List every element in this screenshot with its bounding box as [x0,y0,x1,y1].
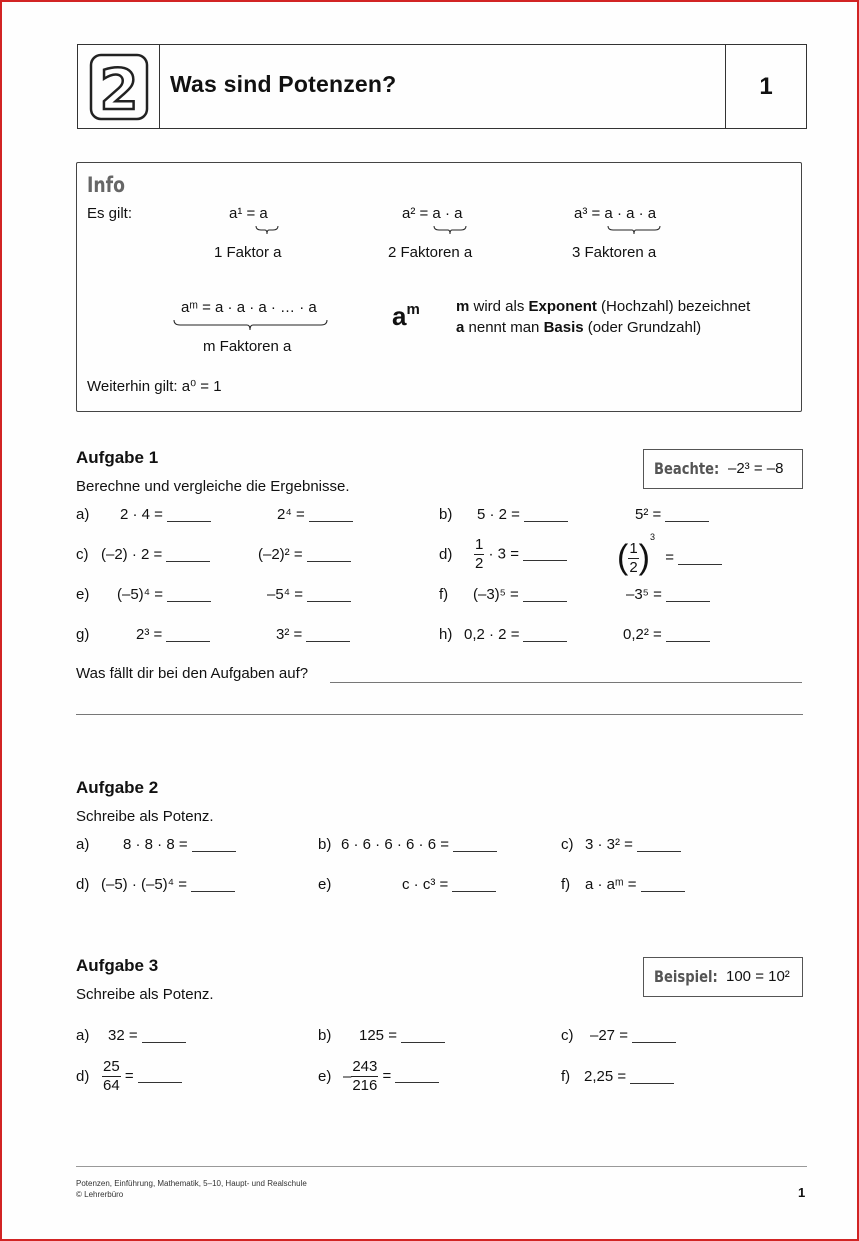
task-label: e) [76,586,90,603]
beachte-note [643,449,803,489]
task-label: e) [318,876,332,893]
answer-blank[interactable] [666,627,710,642]
basis-description [456,319,701,336]
task-expression [359,1027,445,1044]
expr-text: 2 · 4 = [120,506,163,523]
expr-text: 0,2² = [623,626,662,643]
task-label: f) [561,876,571,893]
expr-text: –5⁴ = [267,586,304,603]
task-label: a) [76,506,90,523]
desc-a: a [456,319,465,336]
expr-text: 2⁴ = [277,506,305,523]
formula-am: aᵐ = a · a · a · … · a [181,299,317,316]
answer-blank[interactable] [637,837,681,852]
task-expression [277,506,353,523]
task-expression [617,532,722,578]
fraction-denominator: 2 [629,558,638,576]
paren-left-icon: ( [617,538,629,577]
expr-text: 3 · 3² = [585,836,633,853]
footer-page-number: 1 [798,1185,806,1200]
brace-icon [433,225,467,235]
answer-blank[interactable] [192,837,236,852]
expr-text: = [124,1067,134,1085]
beachte-value: –2³ = –8 [728,460,784,477]
fraction-denominator: 64 [103,1077,120,1094]
task-expression [402,876,496,893]
task-expression [276,626,350,643]
formula-a3: a³ = a · a · a [574,205,657,222]
aufgabe2-instruction: Schreibe als Potenz. [76,808,214,825]
task-expression [341,836,497,853]
answer-blank[interactable] [307,587,351,602]
fraction-numerator: 243 [352,1058,378,1075]
expr-text: 5 · 2 = [477,506,520,523]
brace-icon [255,225,279,235]
footer-copyright: © Lehrerbüro [76,1190,124,1199]
fraction-numerator: 25 [103,1058,120,1075]
expr-text: (–2) · 2 = [101,546,163,563]
fraction [628,540,638,577]
desc-exponent: Exponent [528,298,597,315]
desc-text: wird als [469,298,529,315]
brace-icon [607,225,661,235]
answer-blank[interactable] [167,587,211,602]
task-label: g) [76,626,90,643]
task-expression [590,1027,676,1044]
answer-blank[interactable] [630,1069,674,1084]
task-label: d) [76,876,90,893]
exponent: 3 [650,532,656,542]
answer-blank[interactable] [678,550,722,565]
task-label: f) [439,586,449,603]
info-box [76,162,802,412]
answer-blank[interactable] [307,547,351,562]
beachte-label: Beachte: [654,459,720,478]
task-label: a) [76,1027,90,1044]
formula-a3-label: 3 Faktoren a [572,244,657,261]
task-expression [473,586,567,603]
task-expression [584,1068,674,1085]
task-expression [267,586,351,603]
expr-text: 5² = [635,506,662,523]
desc-basis: Basis [543,319,584,336]
page-number: 1 [725,45,806,128]
minus-sign: – [343,1068,352,1085]
task-expression [585,876,685,893]
answer-blank[interactable] [309,507,353,522]
answer-blank[interactable] [632,1028,676,1043]
expr-text: 2,25 = [584,1068,627,1085]
task-label: e) [318,1068,332,1085]
task-label: b) [439,506,453,523]
task-label: a) [76,836,90,853]
task-expression [136,626,210,643]
answer-line[interactable] [330,682,802,683]
aufgabe3-instruction: Schreibe als Potenz. [76,986,214,1003]
answer-line[interactable] [76,714,803,715]
task-label: d) [439,546,453,563]
answer-blank[interactable] [523,627,567,642]
footer-text [76,1178,307,1200]
es-gilt-label: Es gilt: [87,205,133,222]
answer-blank[interactable] [166,547,210,562]
expr-text: (–5) · (–5)⁴ = [101,876,188,893]
chapter-number: 2 [99,58,139,123]
footer-line: Potenzen, Einführung, Mathematik, 5–10, Haupt- und Realschule [76,1179,307,1188]
fraction [351,1058,378,1095]
task-label: b) [318,836,332,853]
expr-text: (–2)² = [258,546,303,563]
expr-text: = [665,549,674,566]
expr-text: 32 = [108,1027,138,1044]
answer-blank[interactable] [166,627,210,642]
formula-a1: a¹ = a [229,205,268,222]
expr-text: 2³ = [136,626,163,643]
task-label: f) [561,1068,571,1085]
expr-text: a · aᵐ = [585,876,637,893]
answer-blank[interactable] [191,877,235,892]
exponent-description [456,298,750,315]
task-expression [117,586,211,603]
answer-blank[interactable] [167,507,211,522]
task-expression [123,836,236,853]
task-label: d) [76,1068,90,1085]
fraction [102,1058,121,1095]
brace-icon [173,319,329,331]
task-label: c) [561,836,574,853]
answer-blank[interactable] [523,587,567,602]
expr-text: –3⁵ = [626,586,662,603]
aufgabe2-title: Aufgabe 2 [76,778,159,797]
task-label: b) [318,1027,332,1044]
task-expression [635,506,709,523]
info-title: Info [87,173,125,197]
expr-text: c · c³ = [402,876,449,893]
expr-text: 0,2 · 2 = [464,626,520,643]
answer-blank[interactable] [666,587,710,602]
answer-blank[interactable] [395,1068,439,1083]
power-exponent: m [406,301,420,318]
fraction [474,536,484,573]
task-expression [101,546,210,563]
fraction-numerator: 1 [475,536,484,553]
aufgabe1-instruction: Berechne und vergleiche die Ergebnisse. [76,478,350,495]
task-expression [623,626,710,643]
expr-text: (–3)⁵ = [473,586,519,603]
task-expression [464,626,567,643]
beispiel-value: 100 = 10² [726,968,790,985]
desc-text: (oder Grundzahl) [583,319,702,336]
task-expression [258,546,351,563]
answer-blank[interactable] [452,877,496,892]
answer-blank[interactable] [142,1028,186,1043]
task-expression [108,1027,186,1044]
aufgabe1-title: Aufgabe 1 [76,448,159,467]
task-label: c) [561,1027,574,1044]
answer-blank[interactable] [524,507,568,522]
paren-right-icon: ) [638,538,650,577]
power-base: a [392,301,407,331]
formula-a1-label: 1 Faktor a [214,244,282,261]
expr-text: · 3 = [488,545,519,563]
answer-blank[interactable] [306,627,350,642]
expr-text: 8 · 8 · 8 = [123,836,188,853]
footer-divider [76,1166,807,1167]
page-title: Was sind Potenzen? [170,71,397,97]
expr-text: 3² = [276,626,303,643]
fraction-denominator: 216 [352,1077,378,1094]
formula-a2-label: 2 Faktoren a [388,244,473,261]
task-expression [585,836,681,853]
expr-text: –27 = [590,1027,628,1044]
task-expression [474,536,567,573]
expr-text: 6 · 6 · 6 · 6 · 6 = [341,836,449,853]
task-expression [120,506,211,523]
desc-m: m [456,298,470,315]
weiterhin-rule: Weiterhin gilt: a⁰ = 1 [87,378,222,395]
expr-text: (–5)⁴ = [117,586,164,603]
beispiel-note [643,957,803,997]
answer-blank[interactable] [665,507,709,522]
task-label: c) [76,546,89,563]
desc-text: nennt man [464,319,544,336]
power-symbol [392,301,420,332]
answer-blank[interactable] [453,837,497,852]
worksheet-header [77,44,807,129]
fraction-denominator: 2 [475,555,484,572]
task-expression [102,1058,182,1095]
formula-a2: a² = a · a [402,205,463,222]
aufgabe1-question: Was fällt dir bei den Aufgaben auf? [76,665,309,682]
desc-text: (Hochzahl) bezeichnet [596,298,751,315]
fraction-numerator: 1 [629,539,638,557]
task-expression [101,876,235,893]
task-label: h) [439,626,453,643]
expr-text: 125 = [359,1027,397,1044]
formula-am-label: m Faktoren a [203,338,292,355]
task-expression [343,1058,439,1095]
expr-text: = [382,1067,392,1085]
beispiel-label: Beispiel: [654,967,718,986]
task-expression [626,586,710,603]
chapter-number-badge [78,45,160,128]
aufgabe3-title: Aufgabe 3 [76,956,159,975]
answer-blank[interactable] [641,877,685,892]
task-expression [477,506,568,523]
answer-blank[interactable] [523,546,567,561]
answer-blank[interactable] [138,1068,182,1083]
answer-blank[interactable] [401,1028,445,1043]
